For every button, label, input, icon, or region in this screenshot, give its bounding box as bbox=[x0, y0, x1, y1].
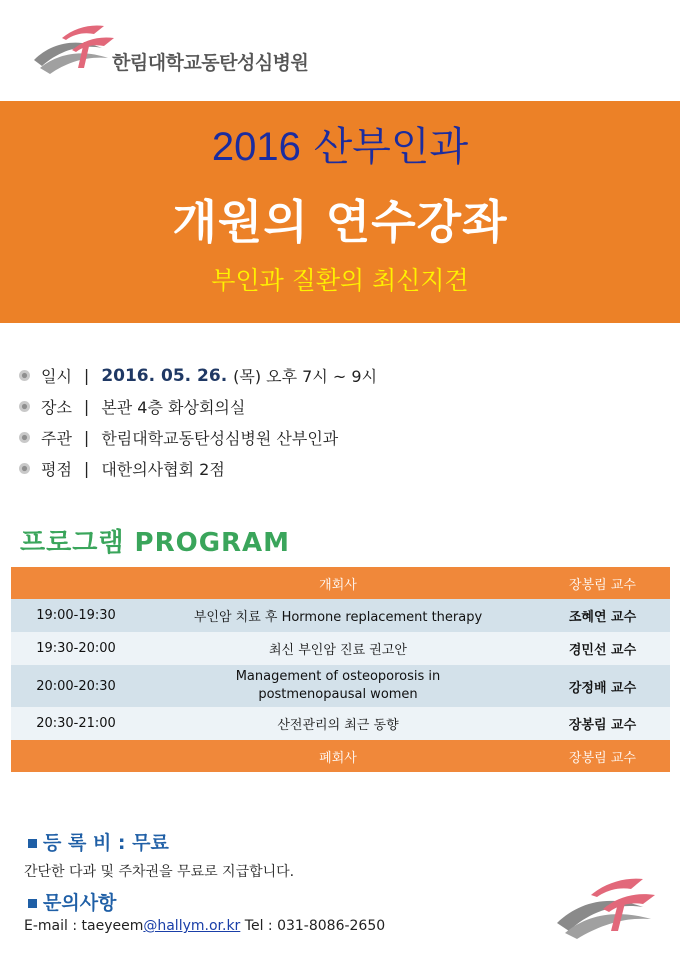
flower-bullet-icon bbox=[18, 462, 31, 475]
table-row bbox=[11, 707, 670, 740]
email-link[interactable]: @hallym.or.kr bbox=[143, 918, 241, 934]
info-separator: | bbox=[83, 428, 90, 447]
hospital-logo-icon bbox=[32, 20, 122, 80]
topic-cell: 부인암 치료 후 Hormone replacement therapy bbox=[141, 599, 535, 632]
info-label: 일시 bbox=[41, 367, 72, 386]
topic-cell: 폐회사 bbox=[141, 740, 535, 772]
table-row bbox=[11, 599, 670, 632]
contact-title bbox=[28, 888, 116, 915]
speaker-cell: 강정배 교수 bbox=[535, 665, 670, 707]
info-value: 대한의사협회 2점 bbox=[101, 460, 225, 479]
table-row bbox=[11, 567, 670, 599]
topic-line: Management of osteoporosis in bbox=[235, 669, 441, 684]
hospital-name: 한림대학교동탄성심병원 bbox=[112, 52, 309, 74]
time-cell: 20:30-21:00 bbox=[11, 707, 141, 740]
banner-line1 bbox=[0, 123, 680, 171]
speaker-cell: 장봉림 교수 bbox=[535, 567, 670, 599]
speaker-cell: 장봉림 교수 bbox=[535, 740, 670, 772]
banner-title: 개원의 연수강좌 bbox=[172, 195, 508, 249]
banner-subtitle: 부인과 질환의 최신지견 bbox=[211, 266, 469, 295]
banner-department: 산부인과 bbox=[313, 124, 469, 170]
event-info-list bbox=[18, 360, 377, 484]
hospital-logo-icon bbox=[555, 873, 665, 945]
time-cell bbox=[11, 567, 141, 599]
topic-cell: 최신 부인암 진료 권고안 bbox=[141, 632, 535, 665]
speaker-cell: 경민선 교수 bbox=[535, 632, 670, 665]
info-label: 주관 bbox=[41, 429, 72, 448]
info-date: 2016. 05. 26. bbox=[101, 365, 228, 386]
flower-bullet-icon bbox=[18, 400, 31, 413]
email-label: E-mail : bbox=[24, 918, 82, 934]
topic-cell: 산전관리의 최근 동향 bbox=[141, 707, 535, 740]
program-heading: 프로그램 PROGRAM bbox=[20, 528, 291, 558]
info-value: 본관 4층 화상회의실 bbox=[101, 398, 246, 417]
time-cell: 19:00-19:30 bbox=[11, 599, 141, 632]
tel-text: Tel : 031-8086-2650 bbox=[240, 918, 386, 934]
info-separator: | bbox=[83, 459, 90, 478]
flower-bullet-icon bbox=[18, 369, 31, 382]
hospital-logo bbox=[32, 20, 332, 80]
speaker-cell: 장봉림 교수 bbox=[535, 707, 670, 740]
info-row-host bbox=[18, 422, 377, 453]
info-row-credit bbox=[18, 453, 377, 484]
contact-line bbox=[24, 918, 385, 934]
banner-year: 2016 bbox=[211, 125, 301, 169]
email-user: taeyeem bbox=[81, 918, 144, 934]
info-value: (목) 오후 7시 ~ 9시 bbox=[233, 367, 378, 386]
contact-title-text: 문의사항 bbox=[43, 892, 117, 914]
topic-cell: 개회사 bbox=[141, 567, 535, 599]
title-banner bbox=[0, 101, 680, 323]
info-separator: | bbox=[83, 366, 90, 385]
info-row-place bbox=[18, 391, 377, 422]
square-bullet-icon bbox=[28, 899, 37, 908]
info-label: 평점 bbox=[41, 460, 72, 479]
program-table bbox=[11, 567, 670, 772]
speaker-cell: 조혜연 교수 bbox=[535, 599, 670, 632]
info-row-date bbox=[18, 360, 377, 391]
info-label: 장소 bbox=[41, 398, 72, 417]
table-row bbox=[11, 665, 670, 707]
info-value: 한림대학교동탄성심병원 산부인과 bbox=[101, 429, 339, 448]
time-cell: 19:30-20:00 bbox=[11, 632, 141, 665]
registration-title-text: 등 록 비 : 무료 bbox=[43, 832, 169, 854]
topic-cell bbox=[141, 665, 535, 707]
topic-line: postmenopausal women bbox=[258, 687, 418, 702]
registration-title bbox=[28, 828, 169, 855]
registration-description: 간단한 다과 및 주차권을 무료로 지급합니다. bbox=[24, 864, 295, 880]
table-row bbox=[11, 632, 670, 665]
info-separator: | bbox=[83, 397, 90, 416]
flower-bullet-icon bbox=[18, 431, 31, 444]
time-cell bbox=[11, 740, 141, 772]
table-row bbox=[11, 740, 670, 772]
time-cell: 20:00-20:30 bbox=[11, 665, 141, 707]
square-bullet-icon bbox=[28, 839, 37, 848]
